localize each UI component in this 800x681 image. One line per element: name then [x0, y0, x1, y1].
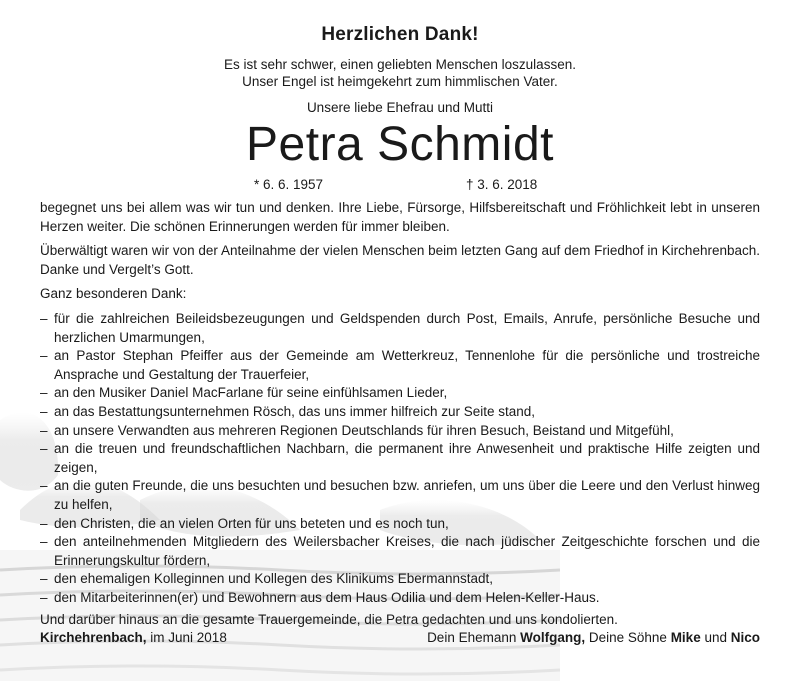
list-item: – den Mitarbeiterinnen(er) und Bewohnern aus dem Haus Odilia und dem Helen-Keller-Haus. — [40, 589, 760, 608]
thanks-intro: Ganz besonderen Dank: — [40, 286, 187, 302]
date: im Juni 2018 — [146, 630, 227, 645]
deceased-name: Petra Schmidt — [246, 118, 554, 171]
sign-and: und — [700, 630, 731, 645]
intro-text — [0, 56, 800, 90]
body-text — [40, 199, 760, 636]
sign-prefix: Dein Ehemann — [427, 630, 521, 645]
place-and-date — [40, 630, 227, 645]
list-item: – an die guten Freunde, die uns besuchten und besuchen bzw. anriefen, um uns über die Leere und den Verlust hinweg zu helfen, — [40, 477, 760, 514]
paragraph: Überwältigt waren wir von der Anteilnahme der vielen Menschen beim letzten Gang auf dem Friedhof in Kirchehrenbach. Danke und Vergelt’s Gott. — [40, 243, 760, 277]
list-item: – den ehemaligen Kolleginnen und Kollegen des Klinikums Ebermannstadt, — [40, 570, 760, 589]
list-item: – an das Bestattungsunternehmen Rösch, das uns immer hilfreich zur Seite stand, — [40, 403, 760, 422]
thanks-list — [40, 310, 760, 608]
husband-name: Wolfgang, — [520, 630, 586, 645]
intro-line: Es ist sehr schwer, einen geliebten Menschen loszulassen. — [224, 57, 576, 72]
sign-mid: Deine Söhne — [585, 630, 671, 645]
death-date: † 3. 6. 2018 — [466, 177, 538, 192]
closing-text: Und darüber hinaus an die gesamte Trauergemeinde, die Petra gedachten und uns kondolierten. — [40, 612, 618, 628]
intro-line: Unser Engel ist heimgekehrt zum himmlischen Vater. — [242, 74, 558, 89]
list-item: – an die treuen und freundschaftlichen Nachbarn, die permanent ihre Anwesenheit und praktische Hilfe zeigten und zeigen, — [40, 440, 760, 477]
list-item: – den Christen, die an vielen Orten für uns beteten und es noch tun, — [40, 515, 760, 534]
list-item: – den anteilnehmenden Mitgliedern des Weilersbacher Kreises, die nach jüdischer Zeitgeschichte forschen und die Erinnerungskultur fördern, — [40, 533, 760, 570]
list-item: – für die zahlreichen Beileidsbezeugungen und Geldspenden durch Post, Emails, Anrufe, persönliche Besuche und herzlichen Umarmungen, — [40, 310, 760, 347]
place: Kirchehrenbach, — [40, 630, 147, 645]
signature — [427, 630, 760, 645]
son-name: Mike — [670, 630, 701, 645]
subheading: Unsere liebe Ehefrau und Mutti — [306, 100, 494, 115]
list-item: – an Pastor Stephan Pfeiffer aus der Gemeinde am Wetterkreuz, Tennenlohe für die persönliche und trostreiche Ansprache und Gestaltung der Trauerfeier, — [40, 347, 760, 384]
son-name: Nico — [730, 630, 760, 645]
list-item: – an den Musiker Daniel MacFarlane für seine einfühlsamen Lieder, — [40, 384, 760, 403]
paragraph: begegnet uns bei allem was wir tun und denken. Ihre Liebe, Fürsorge, Hilfsbereitschaft und Fröhlichkeit lebt in unseren Herzen weiter. Die schönen Erinnerungen werden für immer bleiben. — [40, 200, 760, 234]
birth-date: * 6. 6. 1957 — [254, 177, 324, 192]
list-item: – an unsere Verwandten aus mehreren Regionen Deutschlands für ihren Besuch, Beistand und Mitgefühl, — [40, 422, 760, 441]
heading: Herzlichen Dank! — [321, 24, 479, 45]
